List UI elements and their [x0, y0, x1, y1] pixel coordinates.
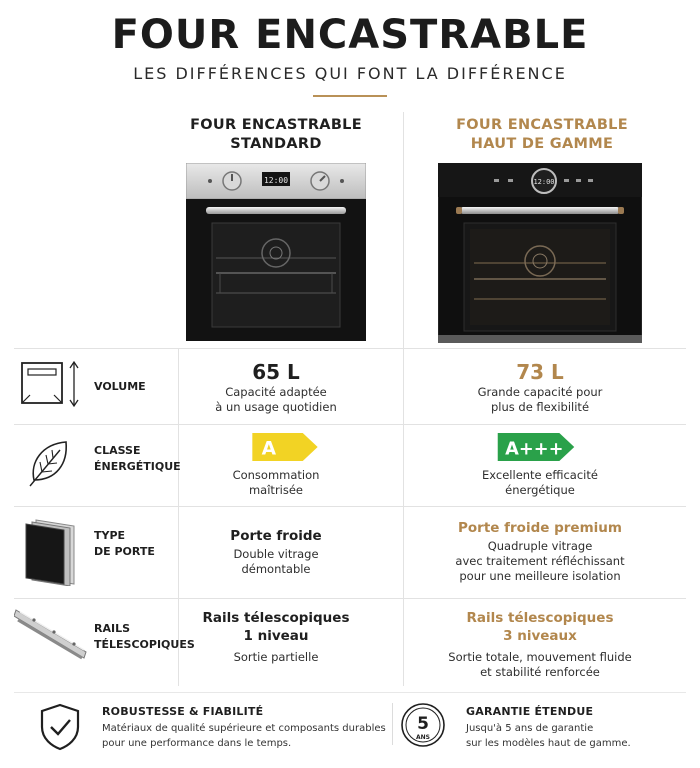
footer-banner — [14, 692, 686, 756]
energy-label-standard — [250, 433, 320, 461]
row-divider — [14, 424, 686, 425]
row-label-rails-line1: RAILS — [94, 622, 131, 635]
rails-premium-desc1: Sortie totale, mouvement fluide — [448, 650, 632, 664]
door-standard — [166, 527, 386, 577]
footer-warranty-title: GARANTIE ÉTENDUE — [466, 705, 594, 718]
row-label-energy-line1: CLASSE — [94, 444, 141, 457]
row-divider — [14, 598, 686, 599]
door-standard-desc2: démontable — [241, 562, 311, 576]
door-premium-title: Porte froide premium — [458, 520, 622, 536]
volume-icon — [18, 359, 80, 411]
volume-standard — [166, 360, 386, 415]
door-premium — [430, 519, 650, 584]
energy-standard-desc1: Consommation — [232, 468, 320, 482]
standard-oven-display: 12:00 — [263, 176, 289, 185]
volume-standard-desc1: Capacité adaptée — [225, 385, 327, 399]
premium-oven-display: 12:00 — [533, 178, 555, 186]
energy-standard — [166, 466, 386, 498]
row-label-energy-line2: ÉNERGÉTIQUE — [94, 460, 181, 473]
footer-warranty-desc1: Jusqu'à 5 ans de garantie — [466, 723, 594, 734]
page-title: FOUR ENCASTRABLE — [111, 12, 589, 58]
rails-premium — [430, 609, 650, 680]
energy-class-standard: A — [261, 438, 277, 460]
warranty-badge-unit: ANS — [416, 734, 430, 741]
standard-oven-image — [186, 163, 366, 343]
page-subtitle: LES DIFFÉRENCES QUI FONT LA DIFFÉRENCE — [133, 64, 567, 83]
footer-robust-title: ROBUSTESSE & FIABILITÉ — [102, 705, 264, 718]
premium-oven-image — [438, 163, 642, 343]
door-standard-desc1: Double vitrage — [233, 547, 319, 561]
energy-label-premium — [495, 433, 577, 461]
row-label-door-line1: TYPE — [94, 529, 126, 542]
energy-class-premium: A+++ — [505, 439, 564, 460]
column-header-standard — [151, 116, 401, 154]
glass-door-icon — [22, 518, 78, 586]
volume-standard-desc2: à un usage quotidien — [215, 400, 337, 414]
warranty-badge-number: 5 — [417, 714, 429, 734]
volume-premium-desc2: plus de flexibilité — [490, 400, 590, 414]
rails-standard — [166, 609, 386, 665]
shield-check-icon — [38, 703, 82, 751]
volume-premium — [430, 360, 650, 415]
energy-premium-desc1: Excellente efficacité — [482, 468, 598, 482]
row-label-volume: VOLUME — [94, 380, 146, 393]
door-premium-desc2: avec traitement réfléchissant — [455, 554, 625, 568]
footer-warranty-desc2: sur les modèles haut de gamme. — [466, 738, 631, 749]
rails-premium-title2: 3 niveaux — [503, 628, 577, 644]
footer-robust-desc — [102, 721, 386, 751]
row-label-door-line2: DE PORTE — [94, 545, 155, 558]
row-divider — [14, 506, 686, 507]
column-header-standard-line2: STANDARD — [230, 136, 322, 152]
door-premium-desc3: pour une meilleure isolation — [459, 569, 621, 583]
column-header-premium-line1: FOUR ENCASTRABLE — [456, 117, 628, 133]
door-standard-title: Porte froide — [230, 528, 322, 544]
door-premium-desc1: Quadruple vitrage — [487, 539, 593, 553]
volume-premium-value: 73 L — [516, 360, 564, 384]
footer-robust-desc1: Matériaux de qualité supérieure et composants durables — [102, 723, 386, 734]
column-header-premium — [417, 116, 667, 154]
telescopic-rail-icon — [14, 606, 88, 662]
leaf-icon — [26, 438, 72, 488]
column-header-standard-line1: FOUR ENCASTRABLE — [190, 117, 362, 133]
rails-standard-title1: Rails télescopiques — [202, 610, 350, 626]
rails-premium-desc2: et stabilité renforcée — [480, 665, 600, 679]
column-divider — [403, 112, 404, 686]
footer-warranty-desc — [466, 721, 631, 751]
energy-premium-desc2: énergétique — [505, 483, 575, 497]
rails-premium-title1: Rails télescopiques — [466, 610, 614, 626]
rails-standard-title2: 1 niveau — [243, 628, 309, 644]
warranty-badge-icon — [400, 701, 446, 749]
footer-separator — [392, 703, 393, 745]
title-divider — [313, 95, 387, 97]
row-label-rails-line2: TÉLESCOPIQUES — [94, 638, 195, 651]
volume-premium-desc1: Grande capacité pour — [477, 385, 603, 399]
row-divider — [14, 348, 686, 349]
column-header-premium-line2: HAUT DE GAMME — [470, 136, 614, 152]
energy-standard-desc2: maîtrisée — [248, 483, 304, 497]
footer-robust-desc2: pour une performance dans le temps. — [102, 738, 292, 749]
row-label-door — [94, 528, 155, 560]
rails-standard-desc1: Sortie partielle — [233, 650, 319, 664]
energy-premium — [430, 466, 650, 498]
volume-standard-value: 65 L — [252, 360, 300, 384]
